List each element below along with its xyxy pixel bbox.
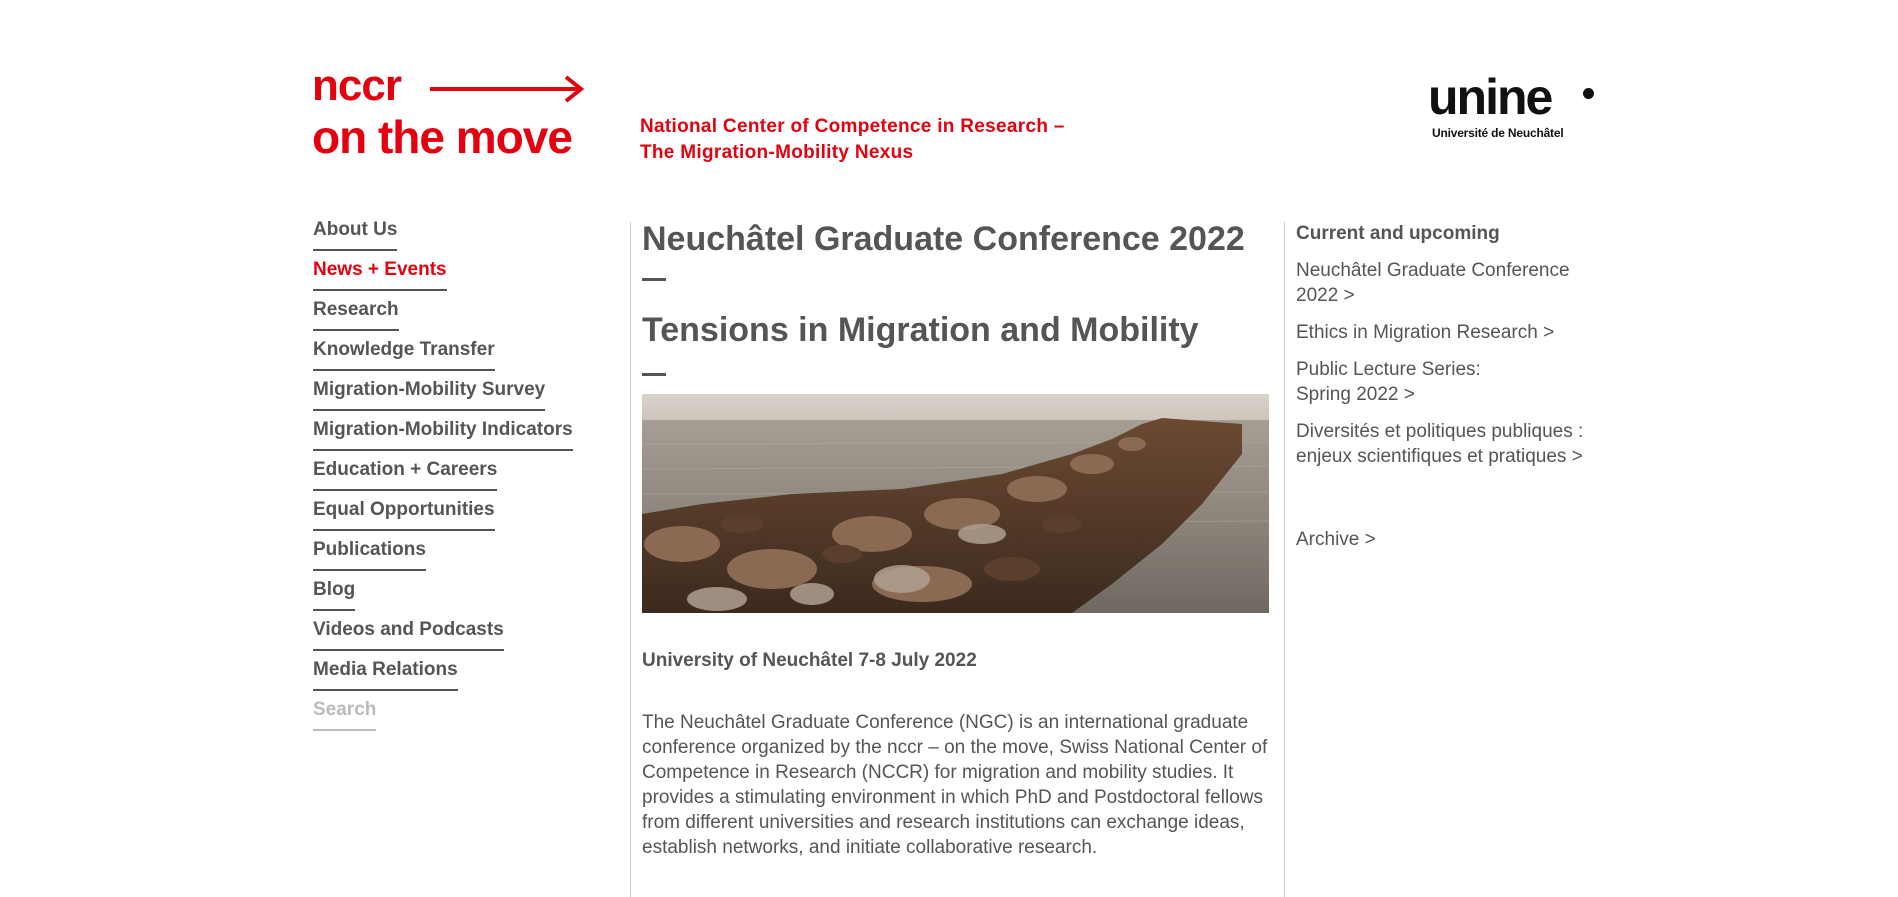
page-title: Neuchâtel Graduate Conference 2022	[642, 220, 1245, 258]
sidebar-link-ngc-2022[interactable]: Neuchâtel Graduate Conference 2022 >	[1296, 260, 1570, 306]
main-nav	[313, 219, 613, 739]
tagline-line1: National Center of Competence in Research –	[640, 116, 1065, 137]
sidebar-link-diversites[interactable]: Diversités et politiques publiques : enjeux scientifiques et pratiques >	[1296, 421, 1584, 467]
logo-text-line2: on the move	[312, 111, 572, 163]
sidebar-archive-link[interactable]: Archive >	[1296, 529, 1376, 550]
unine-logo-subtitle: Université de Neuchâtel	[1432, 126, 1564, 140]
arrow-right-icon	[430, 74, 588, 104]
nav-item-education-careers[interactable]: Education + Careers	[313, 459, 497, 491]
nav-item-videos-podcasts[interactable]: Videos and Podcasts	[313, 619, 504, 651]
event-description: The Neuchâtel Graduate Conference (NGC) is an international graduate conference organized by the nccr – on the move, Swiss National Center of Competence in Research (NCCR) for migration and mobility studies. It provides a stimulating environment in which PhD and Postdoctoral fellows from different universities and research institutions can exchange ideas, establish networks, and initiate collaborative research.	[642, 712, 1268, 858]
breakwater-photo	[642, 394, 1269, 613]
nav-item-search[interactable]: Search	[313, 699, 376, 731]
nccr-logo[interactable]	[312, 61, 592, 163]
sidebar-link-lecture-series[interactable]: Public Lecture Series: Spring 2022 >	[1296, 359, 1481, 405]
sidebar-title: Current and upcoming	[1296, 223, 1500, 244]
nav-item-migration-mobility-indicators[interactable]: Migration-Mobility Indicators	[313, 419, 573, 451]
page-subtitle: Tensions in Migration and Mobility	[642, 311, 1199, 349]
nav-item-equal-opportunities[interactable]: Equal Opportunities	[313, 499, 495, 531]
column-divider-right	[1284, 222, 1285, 897]
nav-item-media-relations[interactable]: Media Relations	[313, 659, 458, 691]
unine-logo-dot	[1583, 88, 1594, 99]
nav-item-news-events[interactable]: News + Events	[313, 259, 447, 291]
nav-item-migration-mobility-survey[interactable]: Migration-Mobility Survey	[313, 379, 545, 411]
site-tagline	[640, 114, 1065, 166]
hero-image	[642, 394, 1269, 613]
events-sidebar	[1296, 222, 1616, 552]
nav-item-research[interactable]: Research	[313, 299, 399, 331]
nav-item-about-us[interactable]: About Us	[313, 219, 397, 251]
subtitle-dash	[642, 373, 666, 376]
event-meta: University of Neuchâtel 7-8 July 2022	[642, 650, 977, 671]
main-content	[642, 220, 1270, 858]
unine-logo[interactable]	[1428, 69, 1600, 148]
column-divider-left	[630, 222, 631, 897]
tagline-line2: The Migration-Mobility Nexus	[640, 142, 914, 163]
nav-item-blog[interactable]: Blog	[313, 579, 355, 611]
nav-item-publications[interactable]: Publications	[313, 539, 426, 571]
logo-text-line1: nccr	[312, 61, 401, 110]
unine-logo-word: unine	[1428, 69, 1552, 125]
title-dash	[642, 278, 666, 281]
sidebar-link-ethics[interactable]: Ethics in Migration Research >	[1296, 322, 1555, 343]
nav-item-knowledge-transfer[interactable]: Knowledge Transfer	[313, 339, 495, 371]
